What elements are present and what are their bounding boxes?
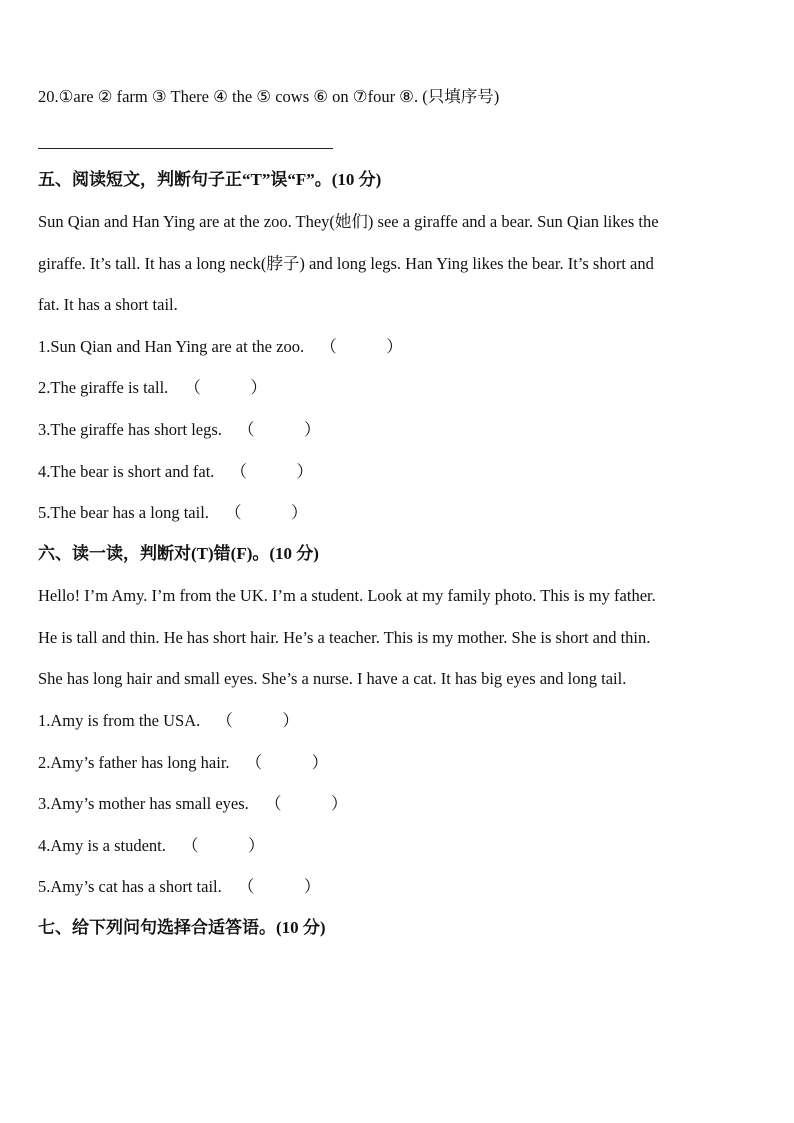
section-6-question-3 <box>38 794 347 814</box>
section-5-passage-line-2: giraffe. It’s tall. It has a long neck(脖子) and long legs. Han Ying likes the bear. It’s short and <box>38 254 654 273</box>
answer-blank[interactable]: （ ） <box>184 378 267 397</box>
answer-blank[interactable]: （ ） <box>230 462 314 481</box>
question-text: 5.The bear has a long tail. <box>38 503 209 522</box>
section-6-heading: 六、读一读，判断对(T)错(F)。(10 分) <box>38 544 319 563</box>
section-6-question-4 <box>38 836 265 856</box>
answer-blank[interactable]: （ ） <box>225 503 308 522</box>
answer-blank[interactable]: （ ） <box>320 337 403 356</box>
section-6-question-2 <box>38 753 328 773</box>
section-5-passage-line-3: fat. It has a short tail. <box>38 295 178 314</box>
question-text: 2.Amy’s father has long hair. <box>38 753 230 772</box>
section-6-passage-line-1: Hello! I’m Amy. I’m from the UK. I’m a student. Look at my family photo. This is my father. <box>38 586 656 605</box>
section-5-question-5 <box>38 503 308 523</box>
question-text: 5.Amy’s cat has a short tail. <box>38 877 222 896</box>
section-5-question-4 <box>38 462 313 482</box>
section-6-question-5 <box>38 877 320 897</box>
question-text: 3.Amy’s mother has small eyes. <box>38 794 249 813</box>
answer-blank[interactable]: （ ） <box>238 420 321 439</box>
section-6-passage-line-3: She has long hair and small eyes. She’s a nurse. I have a cat. It has big eyes and long tail. <box>38 669 627 688</box>
answer-blank[interactable]: （ ） <box>245 753 329 772</box>
answer-blank[interactable]: （ ） <box>264 794 348 813</box>
question-text: 2.The giraffe is tall. <box>38 378 169 397</box>
question-20: 20.①are ② farm ③ There ④ the ⑤ cows ⑥ on ⑦four ⑧. (只填序号) <box>38 87 500 106</box>
section-5-heading: 五、阅读短文，判断句子正“T”误“F”。(10 分) <box>38 170 382 189</box>
answer-blank[interactable]: （ ） <box>182 836 265 855</box>
section-5-passage-line-1: Sun Qian and Han Ying are at the zoo. They(她们) see a giraffe and a bear. Sun Qian likes the <box>38 212 659 231</box>
section-5-question-1 <box>38 337 403 357</box>
answer-blank-line[interactable] <box>38 148 333 149</box>
answer-blank[interactable]: （ ） <box>237 877 321 896</box>
section-5-question-3 <box>38 420 321 440</box>
section-7-heading: 七、给下列问句选择合适答语。(10 分) <box>38 918 326 937</box>
section-5-question-2 <box>38 378 267 398</box>
question-text: 4.Amy is a student. <box>38 836 166 855</box>
question-text: 4.The bear is short and fat. <box>38 462 215 481</box>
section-6-question-1 <box>38 711 299 731</box>
answer-blank[interactable]: （ ） <box>216 711 299 730</box>
section-6-passage-line-2: He is tall and thin. He has short hair. He’s a teacher. This is my mother. She is short and thin. <box>38 628 651 647</box>
question-text: 1.Amy is from the USA. <box>38 711 201 730</box>
question-text: 3.The giraffe has short legs. <box>38 420 222 439</box>
question-text: 1.Sun Qian and Han Ying are at the zoo. <box>38 337 305 356</box>
